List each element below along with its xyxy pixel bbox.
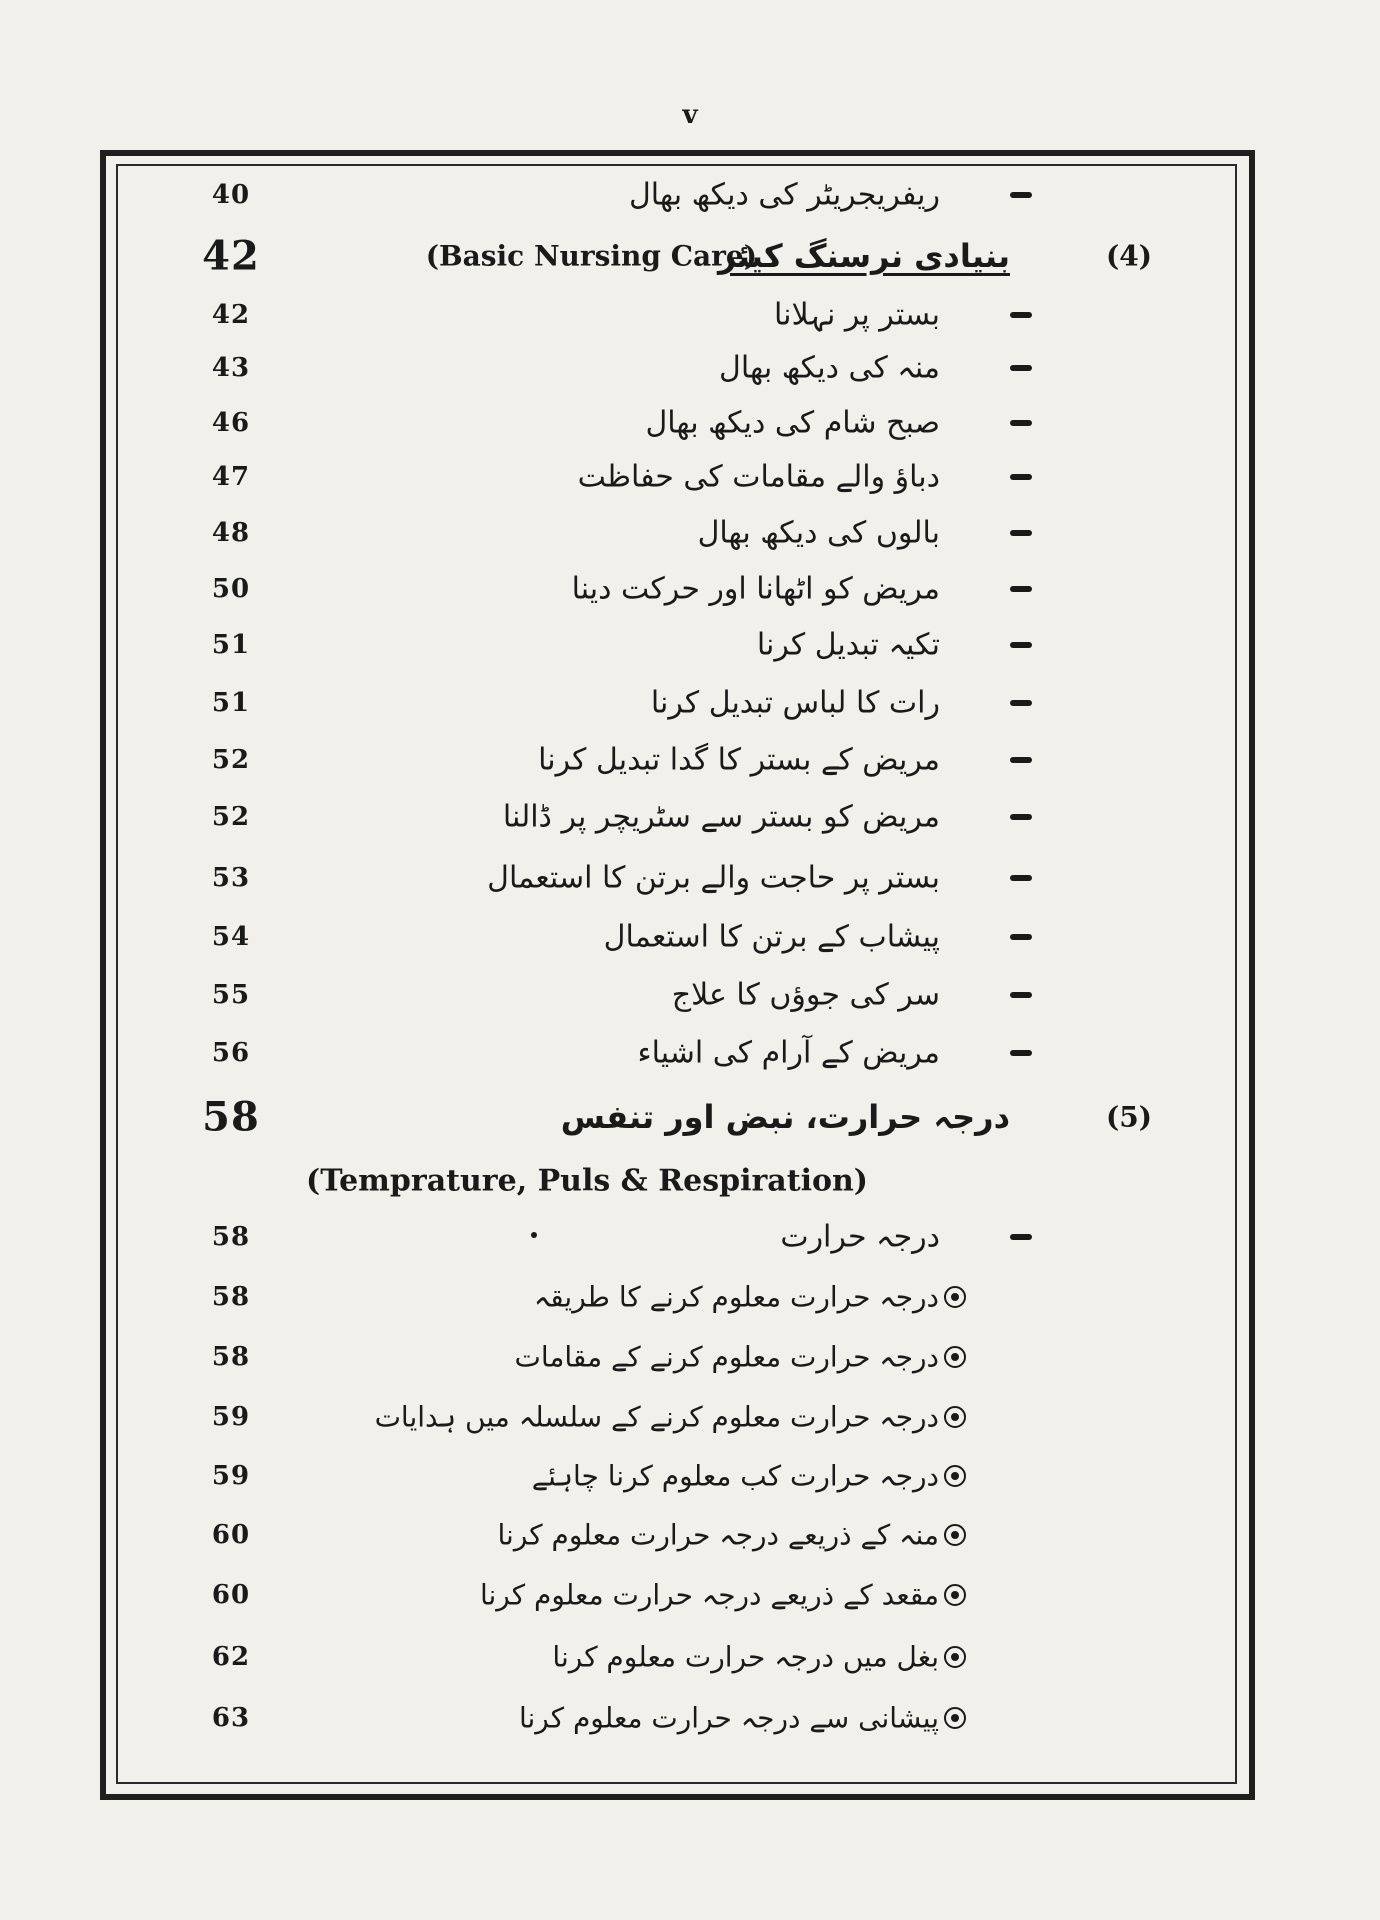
circle-bullet-icon [944, 1286, 966, 1308]
entry-title: مریض کو اٹھانا اور حرکت دینا [571, 571, 940, 607]
page-ref: 51 [211, 630, 251, 660]
toc-entry [116, 290, 1237, 340]
entry-title: درجہ حرارت معلوم کرنے کے سلسلہ میں ہدایات [374, 1400, 939, 1434]
page-ref: 40 [211, 180, 251, 210]
dash-bullet-icon [1010, 365, 1032, 371]
toc-subentry [116, 1570, 1237, 1620]
page-ref: 52 [211, 745, 251, 775]
page-ref: 59 [211, 1402, 251, 1432]
page-ref: 42 [202, 232, 260, 280]
dash-bullet-icon [1010, 312, 1032, 318]
section-title: بنیادی نرسنگ کیئر [717, 237, 1010, 275]
entry-title: مقعد کے ذریعے درجہ حرارت معلوم کرنا [479, 1578, 939, 1612]
entry-title: مریض کے بستر کا گدا تبدیل کرنا [538, 742, 940, 778]
circle-bullet-icon [944, 1646, 966, 1668]
entry-title: مریض کو بستر سے سٹریچر پر ڈالنا [502, 799, 940, 835]
page-ref: 54 [211, 922, 251, 952]
page-ref: 42 [211, 300, 251, 330]
entry-title: درجہ حرارت معلوم کرنے کے مقامات [514, 1340, 939, 1374]
dash-bullet-icon [1010, 530, 1032, 536]
toc-subentry [116, 1632, 1237, 1682]
page-ref: 46 [211, 408, 251, 438]
entry-title: منہ کے ذریعے درجہ حرارت معلوم کرنا [497, 1518, 939, 1552]
section-english-title: (Basic Nursing Care) [425, 239, 757, 273]
page-ref: 63 [211, 1703, 251, 1733]
toc-entry [116, 735, 1237, 785]
entry-title: صبح شام کی دیکھ بھال [645, 405, 940, 441]
page-ref: 50 [211, 574, 251, 604]
toc-subentry [116, 1392, 1237, 1442]
page-ref: 58 [202, 1093, 260, 1141]
toc-subentry [116, 1451, 1237, 1501]
entry-title: پیشانی سے درجہ حرارت معلوم کرنا [518, 1701, 939, 1735]
toc-entry [116, 1028, 1237, 1078]
page-ref: 58 [211, 1282, 251, 1312]
dash-bullet-icon [1010, 586, 1032, 592]
dash-bullet-icon [1010, 992, 1032, 998]
entry-title: سر کی جوؤں کا علاج [671, 977, 940, 1013]
toc-subentry [116, 1510, 1237, 1560]
page-ref: 56 [211, 1038, 251, 1068]
toc-subentry [116, 1272, 1237, 1322]
toc-subentry [116, 1332, 1237, 1382]
circle-bullet-icon [944, 1346, 966, 1368]
page-number: v [682, 100, 698, 130]
entry-title: بستر پر نہلانا [773, 297, 940, 333]
section-english-title: (Temprature, Puls & Respiration) [306, 1163, 869, 1199]
stray-mark [531, 1232, 537, 1238]
circle-bullet-icon [944, 1524, 966, 1546]
page-ref: 47 [211, 462, 251, 492]
toc-section-heading [116, 1086, 1237, 1148]
dash-bullet-icon [1010, 814, 1032, 820]
entry-title: مریض کے آرام کی اشیاء [637, 1035, 940, 1071]
toc-entry [116, 970, 1237, 1020]
page-ref: 43 [211, 353, 251, 383]
section-title: درجہ حرارت، نبض اور تنفس [560, 1098, 1010, 1136]
page-ref: 55 [211, 980, 251, 1010]
dash-bullet-icon [1010, 1050, 1032, 1056]
toc-entry [116, 853, 1237, 903]
circle-bullet-icon [944, 1406, 966, 1428]
circle-bullet-icon [944, 1465, 966, 1487]
page-ref: 59 [211, 1461, 251, 1491]
entry-title: درجہ حرارت کب معلوم کرنا چاہئے [531, 1459, 939, 1493]
dash-bullet-icon [1010, 192, 1032, 198]
dash-bullet-icon [1010, 757, 1032, 763]
page-ref: 60 [211, 1520, 251, 1550]
page-ref: 60 [211, 1580, 251, 1610]
entry-title: درجہ حرارت [780, 1219, 940, 1255]
dash-bullet-icon [1010, 700, 1032, 706]
entry-title: درجہ حرارت معلوم کرنے کا طریقہ [533, 1280, 939, 1314]
circle-bullet-icon [944, 1707, 966, 1729]
page-ref: 52 [211, 802, 251, 832]
dash-bullet-icon [1010, 420, 1032, 426]
toc-section-heading [116, 228, 1237, 284]
page-ref: 58 [211, 1342, 251, 1372]
entry-title: رات کا لباس تبدیل کرنا [650, 685, 940, 721]
circle-bullet-icon [944, 1584, 966, 1606]
entry-title: پیشاب کے برتن کا استعمال [603, 919, 940, 955]
page-ref: 58 [211, 1222, 251, 1252]
entry-title: تکیہ تبدیل کرنا [756, 627, 940, 663]
section-number: (4) [1106, 239, 1152, 273]
entry-title: دباؤ والے مقامات کی حفاظت [577, 459, 940, 495]
toc-entry [116, 912, 1237, 962]
toc-entry [116, 398, 1237, 448]
dash-bullet-icon [1010, 934, 1032, 940]
dash-bullet-icon [1010, 642, 1032, 648]
page-ref: 48 [211, 518, 251, 548]
toc-entry [116, 452, 1237, 502]
toc-subentry [116, 1693, 1237, 1743]
entry-title: منہ کی دیکھ بھال [719, 350, 940, 386]
entry-title: ریفریجریٹر کی دیکھ بھال [628, 177, 940, 213]
toc-entry [116, 170, 1237, 220]
page-ref: 51 [211, 688, 251, 718]
toc-entry [116, 564, 1237, 614]
section-number: (5) [1106, 1100, 1152, 1134]
entry-title: بغل میں درجہ حرارت معلوم کرنا [552, 1640, 939, 1674]
dash-bullet-icon [1010, 474, 1032, 480]
dash-bullet-icon [1010, 1234, 1032, 1240]
toc-section-subtitle [116, 1155, 1237, 1207]
toc-entry [116, 508, 1237, 558]
page-ref: 53 [211, 863, 251, 893]
toc-entry [116, 678, 1237, 728]
entry-title: بستر پر حاجت والے برتن کا استعمال [487, 860, 940, 896]
dash-bullet-icon [1010, 875, 1032, 881]
page-ref: 62 [211, 1642, 251, 1672]
toc-entry [116, 1212, 1237, 1262]
toc-entry [116, 792, 1237, 842]
entry-title: بالوں کی دیکھ بھال [697, 515, 940, 551]
toc-entry [116, 620, 1237, 670]
toc-entry [116, 343, 1237, 393]
